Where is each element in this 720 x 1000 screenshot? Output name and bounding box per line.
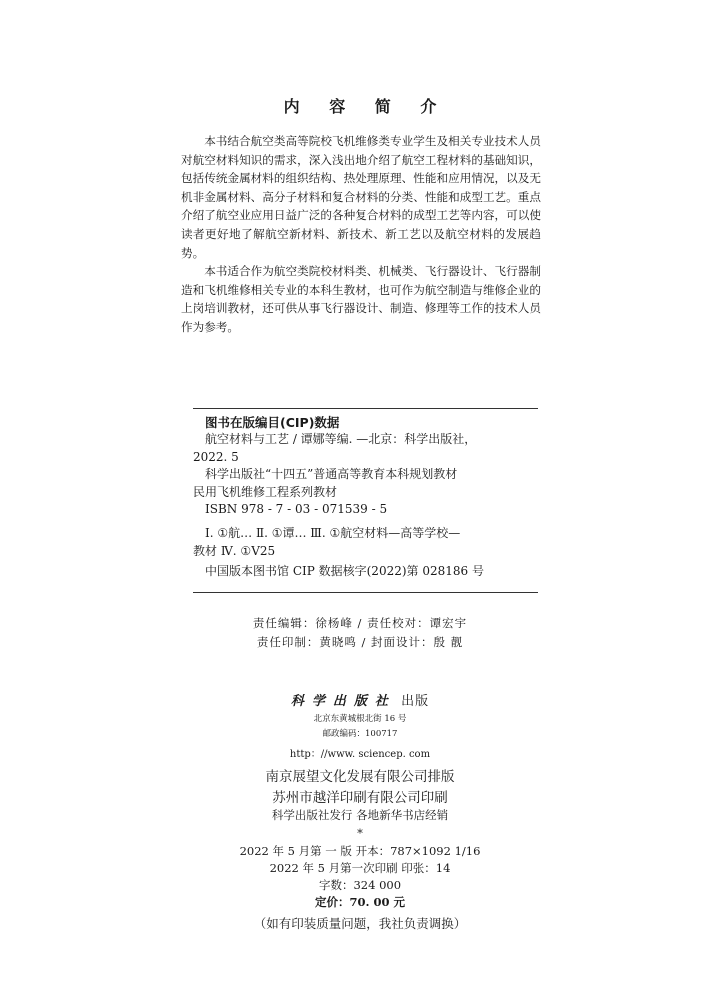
publisher-name: 科学出版社	[290, 694, 396, 709]
printing-line: 2022 年 5 月第一次印刷 印张：14	[269, 861, 451, 875]
typesetter: 南京展望文化发展有限公司排版	[265, 769, 455, 785]
staff-line-2: 责任印制：黄晓鸣 / 封面设计：殷 靓	[256, 635, 464, 649]
cip-classification-cont: 教材 Ⅳ. ①V25	[193, 543, 276, 558]
publisher-website: http：//www. sciencep. com	[289, 749, 431, 760]
staff-line-1: 责任编辑：徐杨峰 / 责任校对：谭宏宇	[252, 616, 468, 630]
summary-paragraph-2: 本书适合作为航空类院校材料类、机械类、飞行器设计、飞行器制造和飞机维修相关专业的本科生教材，也可作为航空制造与维修企业的上岗培训教材，还可供从事飞行器设计、制造、修理等工作的技术人员作为参考。	[181, 264, 541, 334]
cip-title-date: 2022. 5	[193, 449, 239, 464]
cip-title-line: 航空材料与工艺 / 谭娜等编. —北京：科学出版社，	[205, 432, 477, 447]
publisher-line	[0, 690, 720, 709]
publisher-address: 北京东黄城根北街 16 号	[313, 714, 407, 724]
separator-star: *	[357, 826, 363, 840]
summary-text	[181, 132, 541, 337]
cip-block	[193, 414, 538, 581]
printer: 苏州市越洋印刷有限公司印刷	[272, 790, 448, 806]
summary-title: 内 容 简 介	[283, 97, 449, 116]
cip-isbn: ISBN 978 - 7 - 03 - 071539 - 5	[205, 502, 388, 517]
cip-record-number: 中国版本图书馆 CIP 数据核字(2022)第 028186 号	[205, 564, 484, 579]
quality-notice: （如有印装质量问题，我社负责调换）	[253, 916, 467, 931]
cip-bottom-rule	[193, 592, 538, 593]
cip-heading: 图书在版编目(CIP)数据	[205, 415, 340, 430]
cip-series-1: 科学出版社“十四五”普通高等教育本科规划教材	[205, 467, 458, 482]
publisher-postcode: 邮政编码：100717	[322, 729, 398, 739]
price: 定价：70. 00 元	[314, 895, 406, 909]
publisher-suffix: 出版	[401, 694, 430, 709]
cip-top-rule	[193, 408, 538, 409]
summary-paragraph-1: 本书结合航空类高等院校飞机维修类专业学生及相关专业技术人员对航空材料知识的需求，深入浅出地介绍了航空工程材料的基础知识，包括传统金属材料的组织结构、热处理原理、性能和应用情况，以及无机非金属材料、高分子材料和复合材料的分类、性能和成型工艺。重点介绍了航空业应用日益广泛的各种复合材料的成型工艺等内容，可以使读者更好地了解航空新材料、新技术、新工艺以及航空材料的发展趋势。	[181, 134, 541, 260]
staff-credits	[0, 614, 720, 652]
cip-series-2: 民用飞机维修工程系列教材	[193, 484, 338, 499]
edition-line: 2022 年 5 月第 一 版 开本：787×1092 1/16	[239, 844, 481, 858]
distribution: 科学出版社发行 各地新华书店经销	[271, 808, 449, 822]
word-count: 字数：324 000	[318, 878, 402, 892]
cip-classification: Ⅰ. ①航… Ⅱ. ①谭… Ⅲ. ①航空材料—高等学校—	[205, 526, 461, 541]
